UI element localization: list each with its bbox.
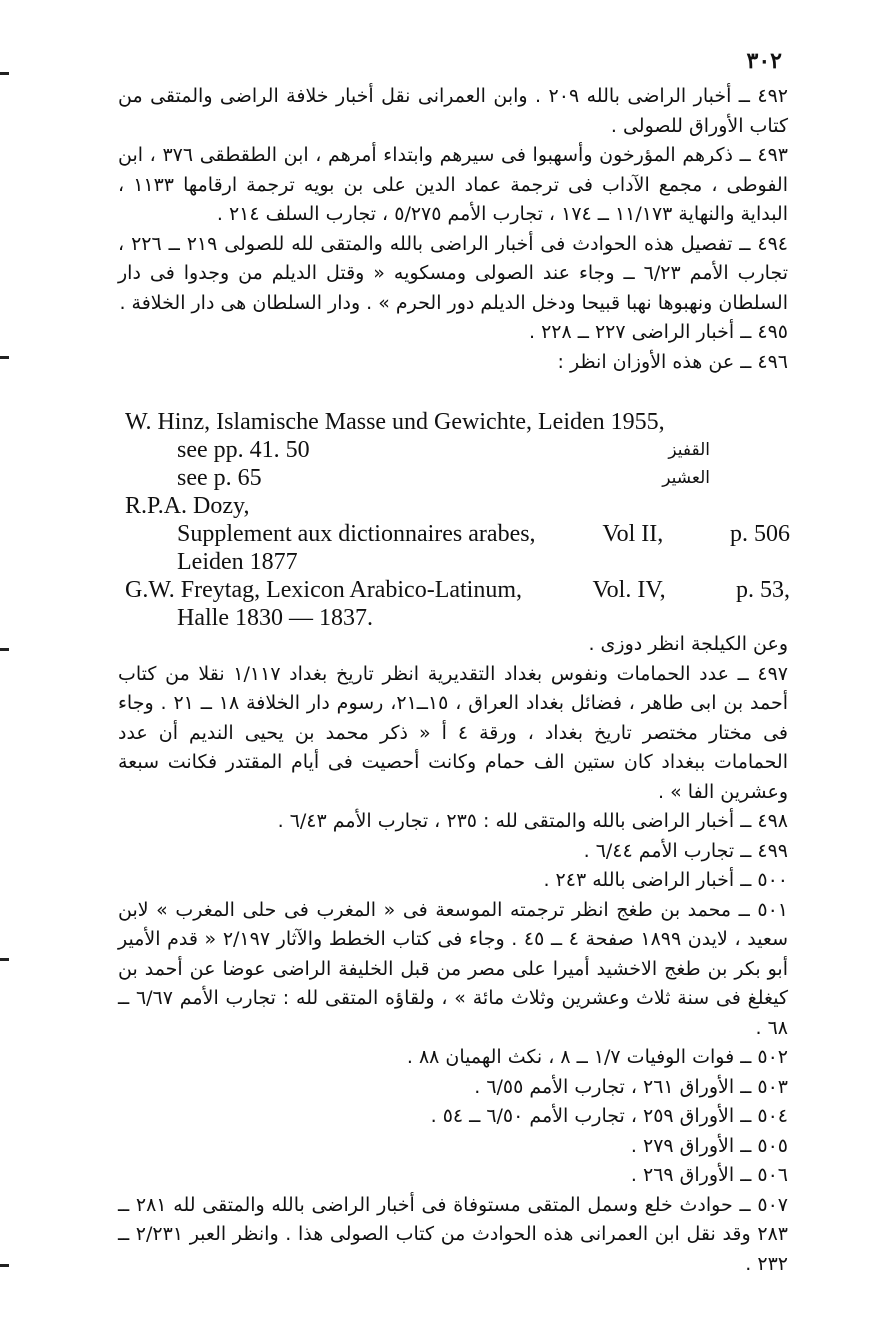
ref-dozy-place: Leiden 1877 <box>177 549 298 575</box>
ref-hinz-line1 <box>125 436 790 464</box>
note-500: ٥٠٠ ــ أخبار الراضى بالله ٢٤٣ . <box>543 869 788 891</box>
ref-freytag-place: Halle 1830 — 1837. <box>177 605 373 631</box>
note-499: ٤٩٩ ــ تجارب الأمم ٦/٤٤ . <box>583 839 788 862</box>
note-493: ٤٩٣ ــ ذكرهم المؤرخون وأسهبوا فى سيرهم وابتداء أمرهم ، ابن الطقطقى ٣٧٦ ، ابن الفوطى ، مجمع الآداب فى ترجمة عماد الدين على بن بويه ترجمة ارقامها ١١٣٣ ، البداية والنهاية ١١/١٧٣ ــ ١٧٤ ، تجارب الأمم ٥/٢٧٥ ، تجارب السلف ٢١٤ . <box>118 144 788 225</box>
note-507: ٥٠٧ ــ حوادث خلع وسمل المتقى مستوفاة فى أخبار الراضى بالله والمتقى لله ٢٨١ ــ ٢٨٣ وقد نقل ابن العمرانى هذه الحوادث من كتاب الصولى هذا . وانظر العبر ٢/٢٣١ ــ ٢٣٢ . <box>118 1193 788 1275</box>
page-number: ٣٠٢ <box>746 48 782 74</box>
ref-dozy-line <box>125 520 790 548</box>
ref-dozy: R.P.A. Dozy, <box>125 493 250 519</box>
latin-references <box>125 408 790 632</box>
note-494: ٤٩٤ ــ تفصيل هذه الحوادث فى أخبار الراضى بالله والمتقى لله للصولى ٢١٩ ــ ٢٢٦ ، تجارب الأمم ٦/٢٣ ــ وجاء عند الصولى ومسكويه « وقتل الديلم من وجدوا فى دار السلطان ونهبوها نهبا قبيحا ودخل الديلم دور الحرم » . ودار السلطان هى دار الخلافة . <box>118 232 789 314</box>
note-498: ٤٩٨ ــ أخبار الراضى بالله والمتقى لله : ٢٣٥ ، تجارب الأمم ٦/٤٣ . <box>277 810 788 832</box>
note-503: ٥٠٣ ــ الأوراق ٢٦١ ، تجارب الأمم ٦/٥٥ . <box>474 1075 788 1098</box>
note-506: ٥٠٦ ــ الأوراق ٢٦٩ . <box>630 1164 788 1186</box>
ref-hinz-term1: القفيز <box>668 440 710 460</box>
ref-freytag-line <box>125 576 790 604</box>
notes-bottom <box>118 630 788 1279</box>
ref-hinz-see2: see p. 65 <box>177 465 262 491</box>
note-kilaja: وعن الكيلجة انظر دوزى . <box>588 633 788 655</box>
scan-edge-mark <box>0 356 9 359</box>
note-502: ٥٠٢ ــ فوات الوفيات ١/٧ ــ ٨ ، نكث الهميان ٨٨ . <box>406 1046 788 1068</box>
ref-hinz-line2 <box>125 464 790 492</box>
scan-edge-mark <box>0 958 9 961</box>
ref-freytag-vol: Vol. IV, <box>592 577 666 603</box>
ref-dozy-page: p. 506 <box>729 521 790 547</box>
ref-hinz-term2: العشير <box>662 468 710 488</box>
ref-freytag-page: p. 53, <box>736 577 790 603</box>
note-501: ٥٠١ ــ محمد بن طغج انظر ترجمته الموسعة فى « المغرب فى حلى المغرب » لابن سعيد ، لايدن ١٨٩٩ صفحة ٤ ــ ٤٥ . وجاء فى كتاب الخطط والآثار ٢/١٩٧ « قدم الأمير أبو بكر بن طغج الاخشيد أميرا على مصر من قبل الخليفة الراضى عوضا عن أحمد بن كيغلغ فى سنة ثلاث وعشرين وثلاث مائة » ، ولقاؤه المتقى لله : تجارب الأمم ٦/٦٧ ــ ٦٨ . <box>118 898 789 1039</box>
ref-dozy-book: Supplement aux dictionnaires arabes, <box>177 521 536 547</box>
scan-edge-mark <box>0 72 9 75</box>
scan-edge-mark <box>0 1264 9 1267</box>
notes-top <box>118 82 788 377</box>
note-504: ٥٠٤ ــ الأوراق ٢٥٩ ، تجارب الأمم ٦/٥٠ ــ ٥٤ . <box>430 1105 788 1127</box>
note-495: ٤٩٥ ــ أخبار الراضى ٢٢٧ ــ ٢٢٨ . <box>529 321 788 343</box>
note-492: ٤٩٢ ــ أخبار الراضى بالله ٢٠٩ . وابن العمرانى نقل أخبار خلافة الراضى والمتقى من كتاب الأوراق للصولى . <box>118 85 789 137</box>
ref-hinz-see1: see pp. 41. 50 <box>177 437 310 463</box>
note-497: ٤٩٧ ــ عدد الحمامات ونفوس بغداد التقديرية انظر تاريخ بغداد ١/١١٧ نقلا من كتاب أحمد بن ابى طاهر ، فضائل بغداد العراق ، ١٥ــ٢١، رسوم دار الخلافة ١٨ ــ ٢١ . وجاء فى مختار مختصر تاريخ بغداد ، ورقة ٤ أ « ذكر محمد بن يحيى النديم أن عدد الحمامات ببغداد كان ستين الف حمام وكانت أحصيت فى أيام المقتدر فكانت سبعة وعشرين الفا » . <box>118 662 789 803</box>
scan-edge-mark <box>0 648 9 651</box>
note-505: ٥٠٥ ــ الأوراق ٢٧٩ . <box>630 1134 788 1157</box>
ref-dozy-vol: Vol II, <box>602 521 664 547</box>
ref-freytag: G.W. Freytag, Lexicon Arabico-Latinum, <box>125 577 523 603</box>
ref-hinz: W. Hinz, Islamische Masse und Gewichte, Leiden 1955, <box>125 409 665 435</box>
note-496: ٤٩٦ ــ عن هذه الأوزان انظر : <box>557 350 788 373</box>
